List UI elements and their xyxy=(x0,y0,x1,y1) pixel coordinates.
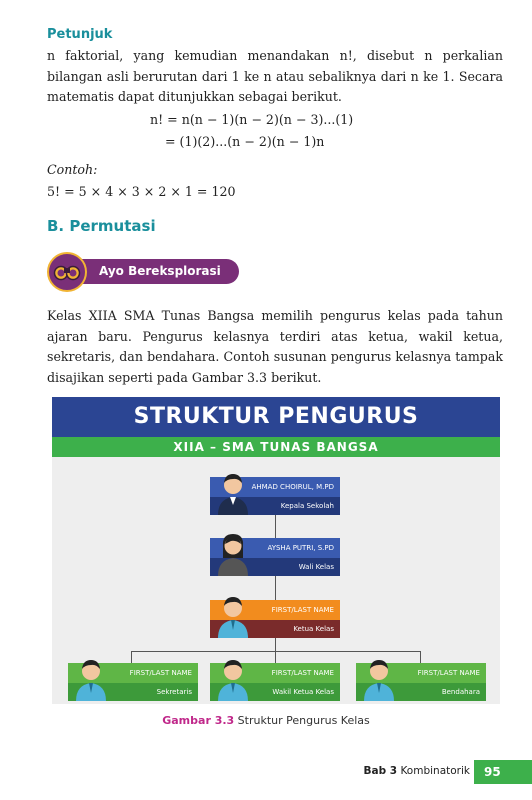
card-role: Wakil Ketua Kelas xyxy=(210,683,340,701)
org-card-wakil-ketua-kelas xyxy=(210,663,340,703)
body-paragraph: Kelas XIIA SMA Tunas Bangsa memilih pengurus kelas pada tahun ajaran baru. Pengurus kelasnya terdiri atas ketua, wakil ketua, sekretaris, dan bendahara. Contoh susunan pengurus kelasnya tampak disajikan seperti pada Gambar 3.3 berikut. xyxy=(47,308,503,385)
ayo-bereksplorasi-badge xyxy=(47,252,241,292)
male-avatar-icon xyxy=(214,649,252,701)
card-name: AYSHA PUTRI, S.PD xyxy=(210,538,340,558)
card-name: FIRST/LAST NAME xyxy=(210,600,340,620)
caption-label: Gambar 3.3 xyxy=(162,714,235,727)
card-name: FIRST/LAST NAME xyxy=(68,663,198,683)
page-footer xyxy=(0,760,532,784)
card-role: Ketua Kelas xyxy=(210,620,340,638)
footer-chapter-label: Bab 3 xyxy=(363,765,398,777)
card-name: AHMAD CHOIRUL, M.PD xyxy=(210,477,340,497)
org-card-sekretaris xyxy=(68,663,198,703)
card-role: Wali Kelas xyxy=(210,558,340,576)
petunjuk-text: n faktorial, yang kemudian menandakan n!, disebut n perkalian bilangan asli berurutan dari 1 ke n atau sebaliknya dari n ke 1. Secara matematis dapat ditunjukkan sebagai berikut. xyxy=(47,48,503,104)
equation-line-2: = (1)(2)...(n − 2)(n − 1)n xyxy=(165,134,325,149)
footer-topic: Kombinatorik xyxy=(397,765,470,777)
org-card-kepala-sekolah xyxy=(210,477,340,517)
card-role: Bendahara xyxy=(356,683,486,701)
card-role: Kepala Sekolah xyxy=(210,497,340,515)
card-name: FIRST/LAST NAME xyxy=(210,663,340,683)
page-number: 95 xyxy=(474,760,532,784)
section-heading: B. Permutasi xyxy=(47,217,156,235)
figure-caption xyxy=(0,714,532,727)
male-avatar-icon xyxy=(72,649,110,701)
caption-text: Struktur Pengurus Kelas xyxy=(234,714,370,727)
female-avatar-icon xyxy=(214,524,252,576)
binoculars-icon xyxy=(47,252,87,292)
ayo-label: Ayo Bereksplorasi xyxy=(99,264,221,278)
male-avatar-icon xyxy=(360,649,398,701)
card-name: FIRST/LAST NAME xyxy=(356,663,486,683)
org-card-wali-kelas xyxy=(210,538,340,578)
petunjuk-heading: Petunjuk xyxy=(47,27,113,42)
equation-line-1: n! = n(n − 1)(n − 2)(n − 3)...(1) xyxy=(150,112,354,127)
contoh-label: Contoh: xyxy=(47,162,98,177)
figure-subtitle: XIIA – SMA TUNAS BANGSA xyxy=(52,437,500,457)
contoh-equation: 5! = 5 × 4 × 3 × 2 × 1 = 120 xyxy=(47,184,236,199)
org-card-bendahara xyxy=(356,663,486,703)
male-avatar-icon xyxy=(214,586,252,638)
ayo-pill xyxy=(77,259,239,284)
male-avatar-icon xyxy=(214,463,252,515)
figure-title: STRUKTUR PENGURUS xyxy=(52,397,500,437)
org-chart-figure xyxy=(52,397,500,704)
org-card-ketua-kelas xyxy=(210,600,340,640)
card-role: Sekretaris xyxy=(68,683,198,701)
footer-chapter xyxy=(364,765,470,777)
